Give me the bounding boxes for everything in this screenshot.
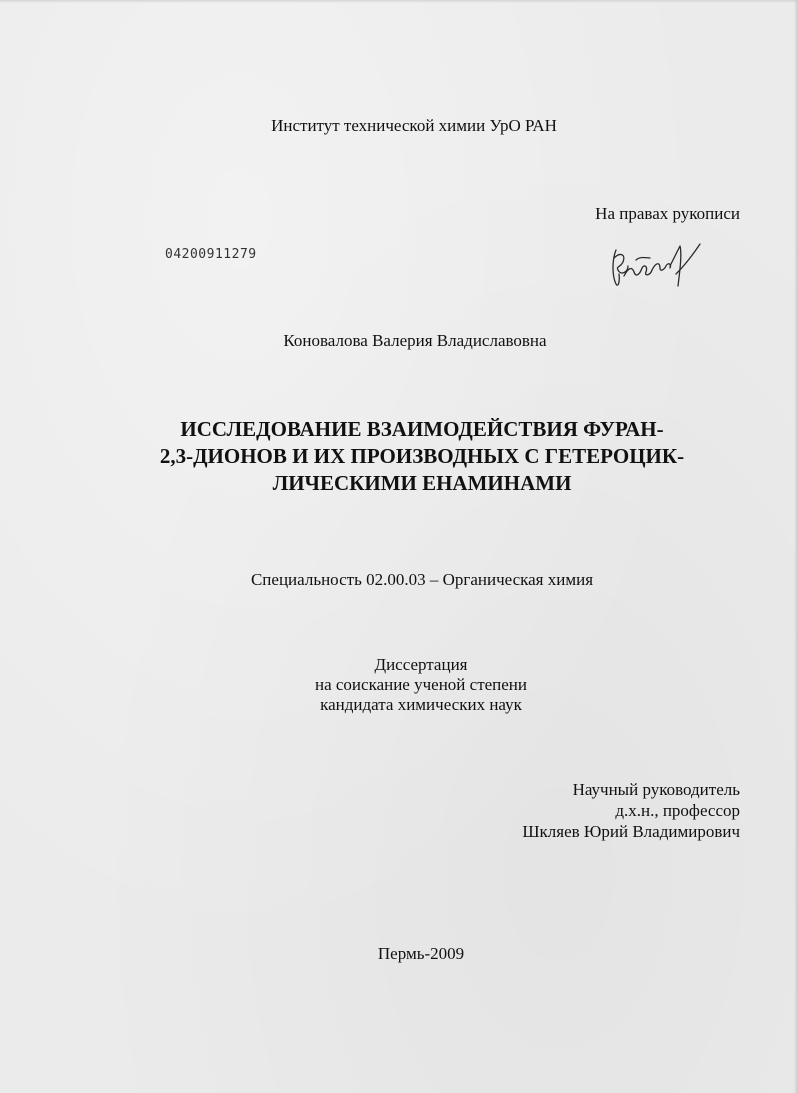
supervisor-role: Научный руководитель bbox=[572, 780, 740, 799]
city-year: Пермь-2009 bbox=[377, 944, 465, 963]
dissertation-title bbox=[0, 416, 798, 497]
scan-edge-right bbox=[794, 0, 798, 1093]
title-line: ИССЛЕДОВАНИЕ ВЗАИМОДЕЙСТВИЯ ФУРАН- bbox=[180, 417, 664, 441]
dissertation-degree bbox=[0, 655, 798, 715]
supervisor-degree: д.х.н., профессор bbox=[615, 801, 740, 820]
degree-line: Диссертация bbox=[374, 655, 468, 674]
serial-number: 04200911279 bbox=[165, 247, 257, 262]
specialty: Специальность 02.00.03 – Органическая химия bbox=[250, 570, 594, 589]
title-line: 2,3-ДИОНОВ И ИХ ПРОИЗВОДНЫХ С ГЕТЕРОЦИК- bbox=[159, 444, 685, 468]
scan-edge-top bbox=[0, 0, 798, 3]
author-name: Коновалова Валерия Владиславовна bbox=[283, 331, 547, 350]
rights-note: На правах рукописи bbox=[595, 204, 740, 223]
degree-line: на соискание ученой степени bbox=[314, 675, 528, 694]
handwritten-signature-icon bbox=[606, 236, 706, 298]
supervisor-name: Шкляев Юрий Владимирович bbox=[522, 822, 740, 841]
institute-name: Институт технической химии УрО РАН bbox=[271, 116, 557, 135]
supervisor-block bbox=[522, 779, 740, 842]
degree-line: кандидата химических наук bbox=[320, 695, 522, 714]
title-line: ЛИЧЕСКИМИ ЕНАМИНАМИ bbox=[272, 471, 572, 495]
